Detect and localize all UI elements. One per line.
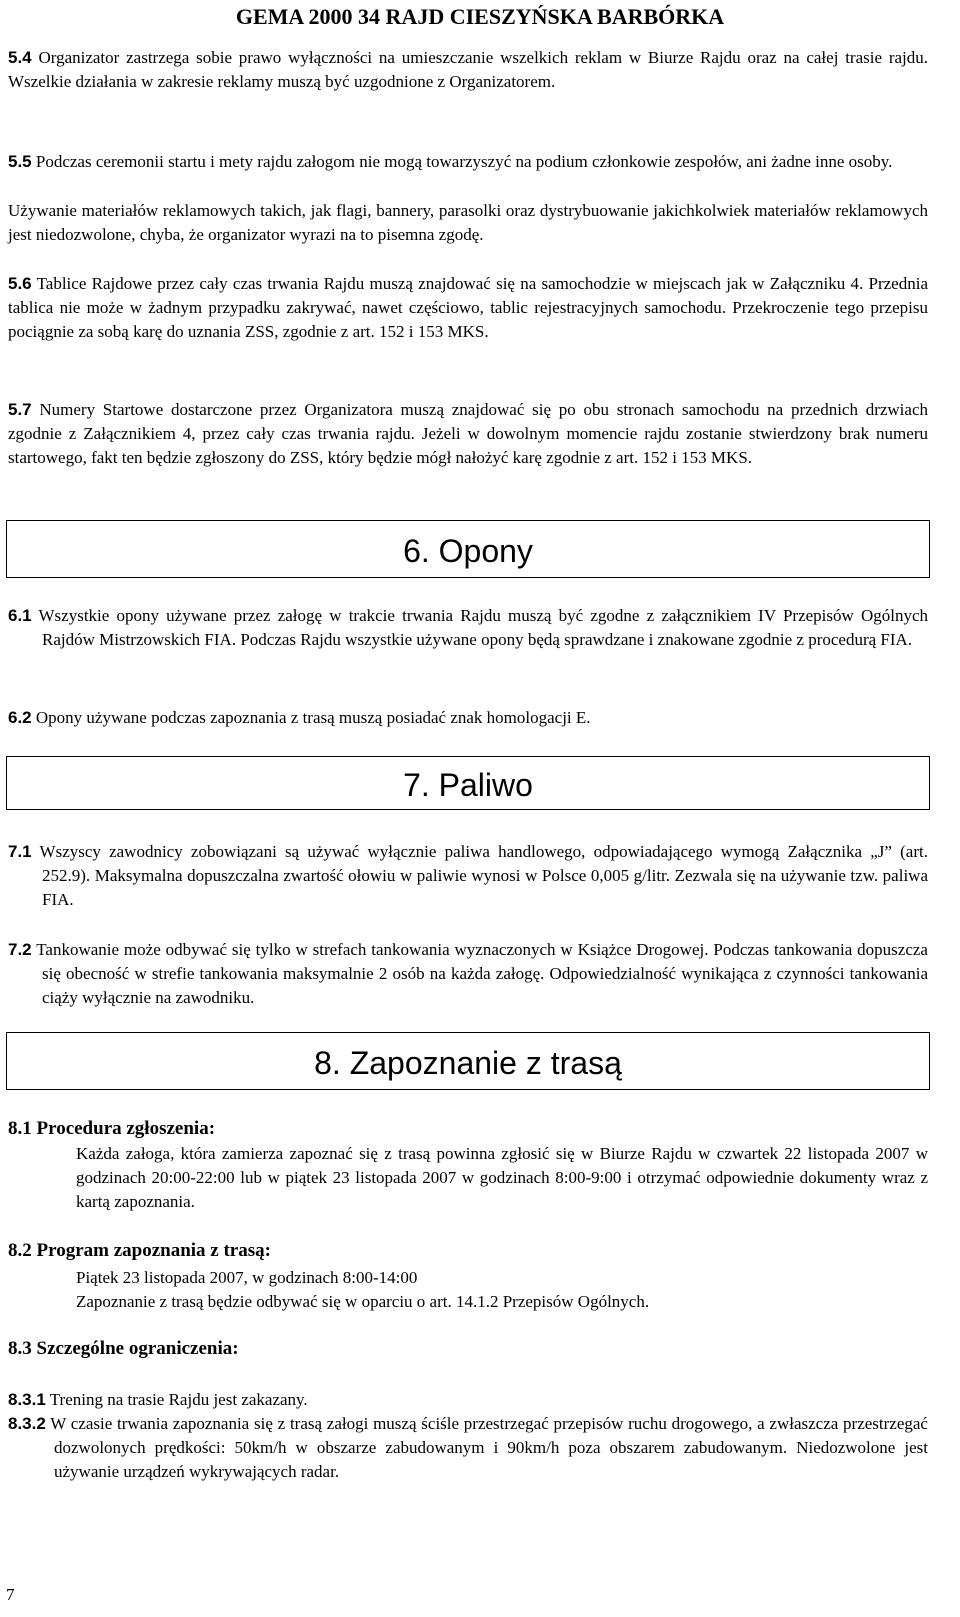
paragraph-5-6 (8, 272, 928, 344)
paragraph-text: Organizator zastrzega sobie prawo wyłączności na umieszczanie wszelkich reklam w Biurze Rajdu oraz na całej trasie rajdu. Wszelkie działania w zakresie reklamy muszą być uzgodnione z Organizatorem. (8, 48, 928, 91)
paragraph-number: 8.3.2 (8, 1414, 46, 1433)
paragraph-8-2-text: Zapoznanie z trasą będzie odbywać się w oparciu o art. 14.1.2 Przepisów Ogólnych. (76, 1292, 650, 1311)
paragraph-7-1 (8, 840, 928, 912)
paragraph-8-1: Każda załoga, która zamierza zapoznać się z trasą powinna zgłosić się w Biurze Rajdu w czwartek 22 listopada 2007 w godzinach 20:00-22:00 lub w piątek 23 listopada 2007 w godzinach 8:00-9:00 i otrzymać odpowiednie dokumenty wraz z kartą zapoznania. (76, 1144, 928, 1211)
paragraph-text: Podczas ceremonii startu i mety rajdu załogom nie mogą towarzyszyć na podium członkowie zespołów, ani żadne inne osoby. (35, 152, 893, 171)
section-heading-8 (6, 1032, 930, 1090)
paragraph-5-5-continued: Używanie materiałów reklamowych takich, jak flagi, bannery, parasolki oraz dystrybuowanie jakichkolwiek materiałów reklamowych jest niedozwolone, chyba, że organizator wyrazi na to pisemna zgodę. (8, 201, 928, 244)
paragraph-6-1 (8, 604, 928, 652)
subheading-8-2: 8.2 Program zapoznania z trasą: (8, 1240, 271, 1261)
paragraph-text: Tankowanie może odbywać się tylko w strefach tankowania wyznaczonych w Książce Drogowej. Podczas tankowania dopuszcza się obecność w strefie tankowania maksymalnie 2 osób na każda załogę. Odpowiedzialność wynikająca z czynności tankowania ciąży wyłącznie na zawodniku. (36, 940, 928, 1007)
paragraph-number: 5.4 (8, 48, 32, 67)
paragraph-text: Opony używane podczas zapoznania z trasą muszą posiadać znak homologacji E. (35, 708, 591, 727)
paragraph-text: Tablice Rajdowe przez cały czas trwania Rajdu muszą znajdować się na samochodzie w miejscach jak w Załączniku 4. Przednia tablica nie może w żadnym przypadku zakrywać, nawet częściowo, tablic rejestracyjnych samochodu. Przekroczenie tego przepisu pociągnie za sobą karę do uznania ZSS, zgodnie z art. 152 i 153 MKS. (8, 274, 929, 341)
subheading-8-1: 8.1 Procedura zgłoszenia: (8, 1118, 216, 1139)
paragraph-8-2-date: Piątek 23 listopada 2007, w godzinach 8:00-14:00 (76, 1268, 418, 1287)
paragraph-7-2 (8, 938, 928, 1010)
paragraph-text: Wszyscy zawodnicy zobowiązani są używać wyłącznie paliwa handlowego, odpowiadającego wymogą Załącznika „J” (art. 252.9). Maksymalna dopuszczalna zwartość ołowiu w paliwie wynosi w Polsce 0,005 g/litr. Zezwala się na używanie tzw. paliwa FIA. (39, 842, 928, 909)
section-heading-7 (6, 756, 930, 810)
paragraph-text: Numery Startowe dostarczone przez Organizatora muszą znajdować się po obu stronach samochodu na przednich drzwiach zgodnie z Załącznikiem 4, przez cały czas trwania rajdu. Jeżeli w dowolnym momencie rajdu zostanie stwierdzony brak numeru startowego, fakt ten będzie zgłoszony do ZSS, który będzie mógł nałożyć karę zgodnie z art. 152 i 153 MKS. (8, 400, 928, 467)
paragraph-number: 5.5 (8, 152, 32, 171)
section-heading-6 (6, 520, 930, 578)
section-title: 7. Paliwo (403, 767, 533, 803)
paragraph-number: 5.6 (8, 274, 32, 293)
section-title: 8. Zapoznanie z trasą (314, 1045, 622, 1081)
paragraph-text: Wszystkie opony używane przez załogę w trakcie trwania Rajdu muszą być zgodne z załącznikiem IV Przepisów Ogólnych Rajdów Mistrzowskich FIA. Podczas Rajdu wszystkie używane opony będą sprawdzane i znakowane zgodnie z procedurą FIA. (38, 606, 928, 649)
paragraph-number: 6.1 (8, 606, 32, 625)
paragraph-number: 7.1 (8, 842, 32, 861)
paragraph-text: Trening na trasie Rajdu jest zakazany. (49, 1390, 308, 1409)
paragraph-8-3-1 (8, 1388, 928, 1412)
paragraph-5-5 (8, 150, 928, 174)
paragraph-5-7 (8, 398, 928, 470)
paragraph-number: 8.3.1 (8, 1390, 46, 1409)
paragraph-6-2 (8, 706, 928, 730)
paragraph-8-3-2 (8, 1412, 928, 1484)
paragraph-text: W czasie trwania zapoznania się z trasą załogi muszą ściśle przestrzegać przepisów ruchu drogowego, a zwłaszcza przestrzegać dozwolonych prędkości: 50km/h w obszarze zabudowanym i 90km/h poza obszarem zabudowanym. Niedozwolone jest używanie urządzeń wykrywających radar. (50, 1414, 928, 1481)
paragraph-5-4 (8, 46, 928, 94)
paragraph-number: 7.2 (8, 940, 32, 959)
page-header-title: GEMA 2000 34 RAJD CIESZYŃSKA BARBÓRKA (235, 4, 725, 29)
subheading-8-3: 8.3 Szczególne ograniczenia: (8, 1338, 239, 1359)
page-number: 7 (6, 1585, 15, 1604)
section-title: 6. Opony (403, 533, 533, 569)
paragraph-number: 6.2 (8, 708, 32, 727)
paragraph-number: 5.7 (8, 400, 32, 419)
